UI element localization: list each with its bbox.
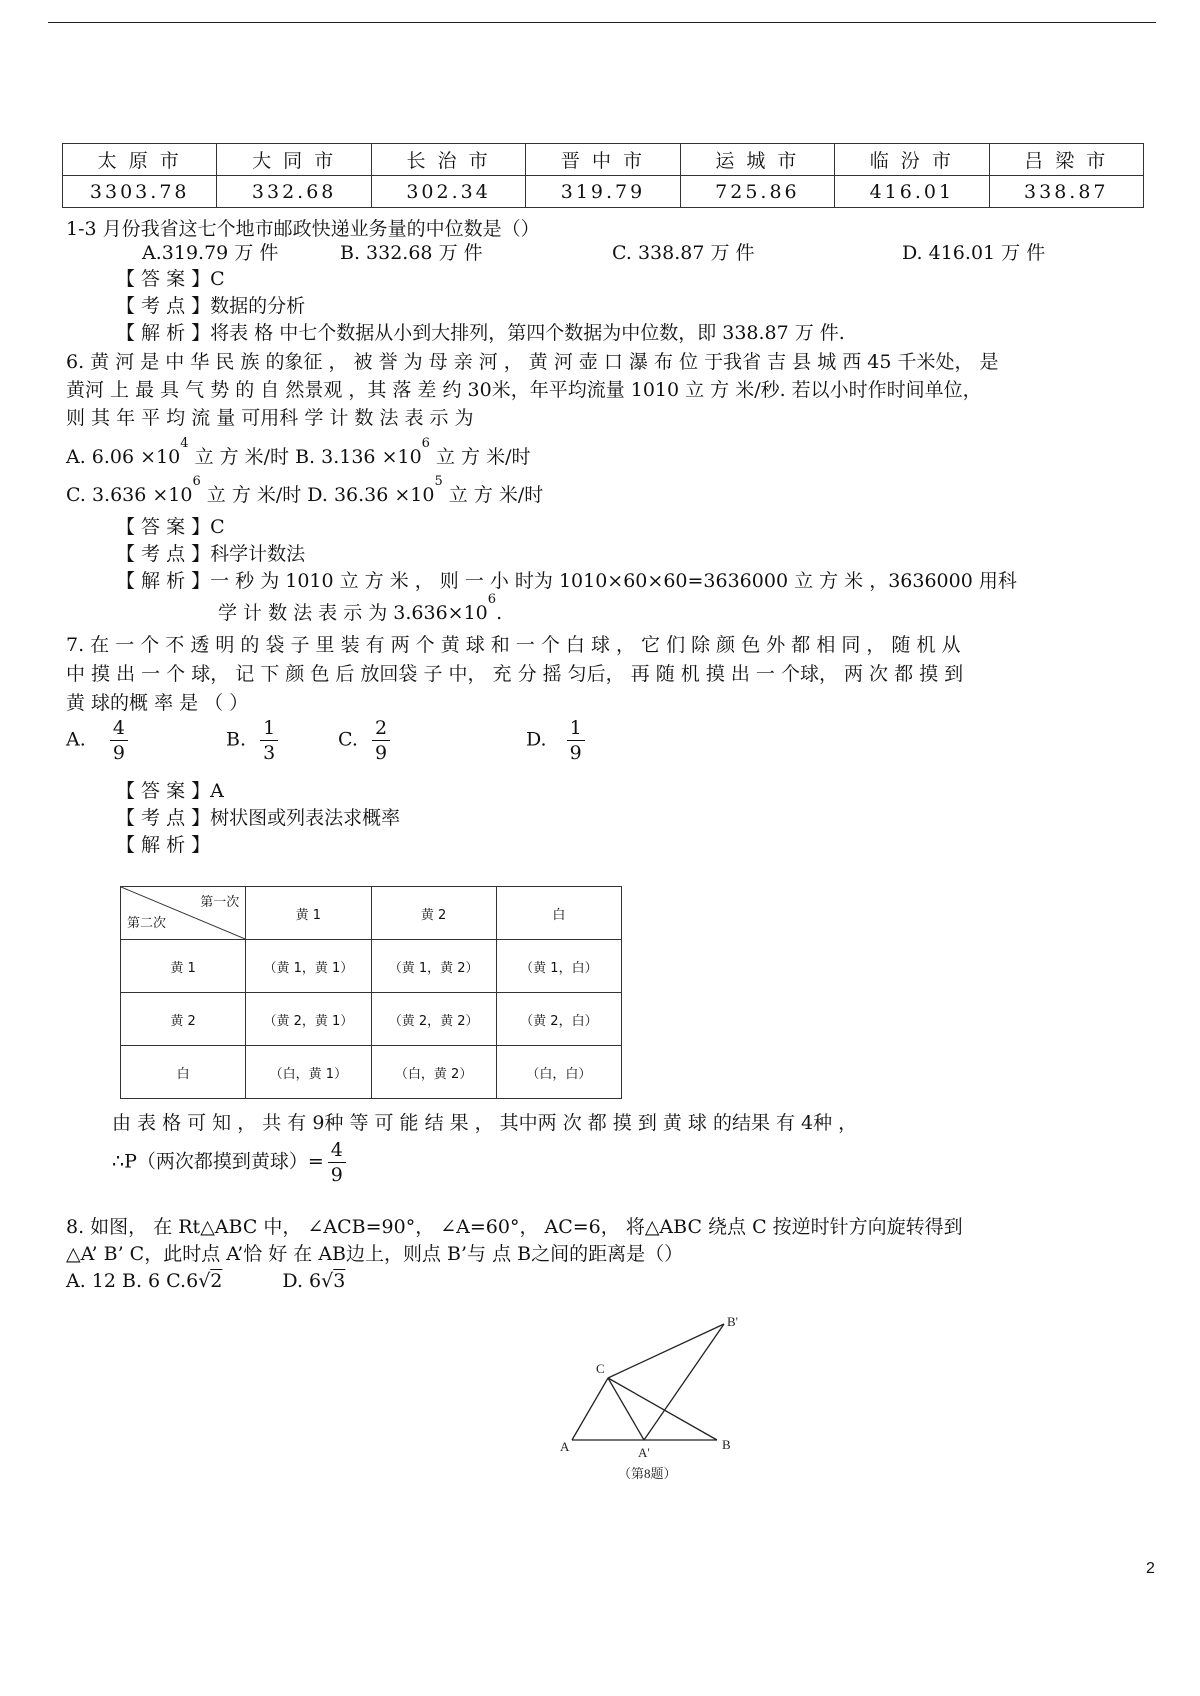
fraction — [260, 716, 278, 765]
table-cell: 302.34 — [371, 176, 525, 208]
table-cell: （黄 2，黄 2） — [371, 993, 496, 1046]
table-row — [121, 1046, 622, 1099]
q6-option-c: C. 3.636 ×10 — [66, 484, 193, 506]
sqrt-symbol: √ — [321, 1270, 334, 1292]
q7-option-a — [66, 716, 132, 765]
city-data-table — [62, 143, 1144, 208]
q6-stem-line2: 黄河 上 最 具 气 势 的 自 然景观 ，其 落 差 约 30米，年平均流量 1010 立 方 米/秒. 若以小时作时间单位， — [66, 379, 982, 401]
q6-options-cd — [66, 474, 544, 507]
q8-triangle-figure — [550, 1310, 750, 1490]
corner-bottom-label: 第二次 — [127, 916, 167, 931]
q6-stem-line1: 6. 黄 河 是 中 华 民 族 的象征 ， 被 誉 为 母 亲 河 ， 黄 河 壶 口 瀑 布 位 于我省 吉 县 城 西 45 千米处， 是 — [66, 351, 999, 373]
q6-answer: 【 答 案 】C — [116, 516, 225, 538]
q7-answer: 【 答 案 】A — [116, 780, 224, 802]
table-row — [121, 940, 622, 993]
q5-stem: 1-3 月份我省这七个地市邮政快递业务量的中位数是（） — [66, 218, 540, 240]
figure-caption: （第8题） — [618, 1466, 677, 1481]
row-header-cell: 白 — [121, 1046, 246, 1099]
q8-options-abc: A. 12 B. 6 C.6 — [66, 1270, 199, 1292]
table-cell: （白，白） — [496, 1046, 621, 1099]
fraction-numerator: 4 — [328, 1138, 346, 1163]
q6-option-d-unit: 立 方 米/时 — [442, 484, 544, 506]
table-header-cell: 太 原 市 — [63, 144, 217, 176]
corner-top-label: 第一次 — [200, 895, 240, 910]
q7-option-a-label: A. — [66, 728, 86, 751]
fraction-denominator: 9 — [569, 742, 582, 764]
q7-option-b — [226, 716, 282, 765]
q6-option-d: 立 方 米/时 D. 36.36 ×10 — [200, 484, 435, 506]
fraction — [328, 1138, 346, 1187]
q5-answer: 【 答 案 】C — [116, 268, 225, 290]
label-a: A — [560, 1439, 570, 1454]
table-header-row — [63, 144, 1144, 176]
probability-table — [120, 886, 622, 1099]
q6-point: 【 考 点 】科学计数法 — [116, 543, 306, 565]
label-b1: B' — [727, 1314, 739, 1329]
q7-probability — [112, 1138, 350, 1187]
page-number: 2 — [1146, 1560, 1155, 1577]
q5-analysis: 【 解 析 】将表 格 中七个数据从小到大排列，第四个数据为中位数，即 338.87 万 件. — [116, 322, 845, 344]
q6-option-b-unit: 立 方 米/时 — [429, 446, 531, 468]
fraction-numerator: 2 — [372, 716, 390, 741]
fraction-denominator: 9 — [374, 742, 388, 764]
segment-cb — [608, 1378, 717, 1440]
segment-a1b1 — [644, 1324, 724, 1440]
table-header-cell: 临 汾 市 — [835, 144, 989, 176]
probability-prefix: ∴P（两次都摸到黄球）= — [112, 1150, 324, 1173]
segment-ac — [572, 1378, 608, 1440]
q6-analysis-text: 学 计 数 法 表 示 为 3.636×10 — [218, 602, 488, 624]
table-cell: （黄 1，白） — [496, 940, 621, 993]
table-cell: 416.01 — [835, 176, 989, 208]
q8-option-d-radicand: 3 — [333, 1270, 346, 1292]
fraction-numerator: 1 — [567, 716, 585, 741]
table-cell: （黄 2，黄 1） — [246, 993, 371, 1046]
table-row — [63, 176, 1144, 208]
table-header-cell: 黄 2 — [371, 887, 496, 940]
label-c: C — [596, 1361, 605, 1376]
q6-option-c-exponent: 6 — [192, 474, 201, 489]
q5-point: 【 考 点 】数据的分析 — [116, 295, 306, 317]
q7-conclusion: 由 表 格 可 知 ， 共 有 9种 等 可 能 结 果 ， 其中两 次 都 摸 到 黄 球 的结果 有 4种 ， — [112, 1112, 858, 1134]
table-cell: 338.87 — [989, 176, 1143, 208]
q5-option-d: D. 416.01 万 件 — [902, 242, 1046, 264]
q8-stem-line1: 8. 如图， 在 Rt△ABC 中， ∠ACB=90°， ∠A=60°， AC=6， 将△ABC 绕点 C 按逆时针方向旋转得到 — [66, 1216, 963, 1238]
q6-option-d-exponent: 5 — [434, 474, 443, 489]
table-header-row — [121, 887, 622, 940]
fraction — [567, 716, 585, 765]
q6-analysis-line2 — [218, 592, 503, 625]
header-rule — [48, 22, 1156, 23]
q7-option-d-label: D. — [526, 728, 547, 751]
q5-option-c: C. 338.87 万 件 — [612, 242, 755, 264]
q5-option-a: A.319.79 万 件 — [142, 242, 279, 264]
label-a1: A' — [638, 1445, 650, 1460]
q7-option-c — [338, 716, 394, 765]
fraction-denominator: 9 — [112, 742, 125, 764]
fraction — [372, 716, 390, 765]
table-cell: （白，黄 1） — [246, 1046, 371, 1099]
q6-option-a-exponent: 4 — [180, 436, 189, 451]
row-header-cell: 黄 1 — [121, 940, 246, 993]
q7-stem-line3: 黄 球的概 率 是 （ ） — [66, 692, 249, 714]
q6-options-ab — [66, 436, 531, 469]
table-cell: 3303.78 — [63, 176, 217, 208]
q7-analysis: 【 解 析 】 — [116, 834, 211, 856]
fraction-denominator: 9 — [330, 1164, 343, 1186]
fraction — [110, 716, 128, 765]
table-cell: 332.68 — [217, 176, 371, 208]
q7-stem-line1: 7. 在 一 个 不 透 明 的 袋 子 里 装 有 两 个 黄 球 和 一 个 白 球 ， 它 们 除 颜 色 外 都 相 同 ， 随 机 从 — [66, 634, 961, 656]
segment-ca1 — [608, 1378, 644, 1440]
q6-option-b: 立 方 米/时 B. 3.136 ×10 — [188, 446, 422, 468]
table-header-cell: 白 — [496, 887, 621, 940]
q6-option-a: A. 6.06 ×10 — [66, 446, 181, 468]
table-cell: （黄 1，黄 2） — [371, 940, 496, 993]
q5-option-b: B. 332.68 万 件 — [340, 242, 483, 264]
q6-analysis-line1: 【 解 析 】一 秒 为 1010 立 方 米 ， 则 一 小 时为 1010×60×60=3636000 立 方 米 ，3636000 用科 — [116, 570, 1017, 592]
table-header-cell: 大 同 市 — [217, 144, 371, 176]
table-cell: （黄 1，黄 1） — [246, 940, 371, 993]
q6-stem-line3: 则 其 年 平 均 流 量 可用科 学 计 数 法 表 示 为 — [66, 407, 474, 429]
q7-option-c-label: C. — [338, 728, 358, 751]
segment-cb1 — [608, 1324, 724, 1378]
fraction-numerator: 4 — [110, 716, 128, 741]
fraction-numerator: 1 — [260, 716, 278, 741]
q6-option-b-exponent: 6 — [421, 436, 430, 451]
q6-analysis-end: . — [496, 602, 503, 624]
table-cell: 725.86 — [680, 176, 834, 208]
row-header-cell: 黄 2 — [121, 993, 246, 1046]
q8-stem-line2: △A’ B’ C，此时点 A’恰 好 在 AB边上，则点 B’与 点 B之间的距离是（） — [66, 1243, 684, 1265]
table-header-cell: 长 治 市 — [371, 144, 525, 176]
q8-option-d: D. 6 — [282, 1270, 322, 1292]
table-row — [121, 993, 622, 1046]
table-cell: （黄 2，白） — [496, 993, 621, 1046]
q6-analysis-exponent: 6 — [487, 592, 497, 607]
corner-cell — [121, 887, 246, 940]
label-b: B — [722, 1437, 731, 1452]
q7-option-b-label: B. — [226, 728, 247, 751]
fraction-denominator: 3 — [263, 742, 276, 764]
sqrt-symbol: √ — [198, 1270, 211, 1292]
table-header-cell: 晋 中 市 — [526, 144, 680, 176]
q8-option-c-radicand: 2 — [210, 1270, 223, 1292]
q7-option-d — [526, 716, 589, 765]
q8-options — [66, 1270, 345, 1292]
table-header-cell: 运 城 市 — [680, 144, 834, 176]
q7-stem-line2: 中 摸 出 一 个 球， 记 下 颜 色 后 放回袋 子 中， 充 分 摇 匀后， 再 随 机 摸 出 一 个球， 两 次 都 摸 到 — [66, 663, 964, 685]
table-header-cell: 黄 1 — [246, 887, 371, 940]
table-cell: 319.79 — [526, 176, 680, 208]
table-cell: （白，黄 2） — [371, 1046, 496, 1099]
q7-point: 【 考 点 】树状图或列表法求概率 — [116, 807, 401, 829]
table-header-cell: 吕 梁 市 — [989, 144, 1143, 176]
